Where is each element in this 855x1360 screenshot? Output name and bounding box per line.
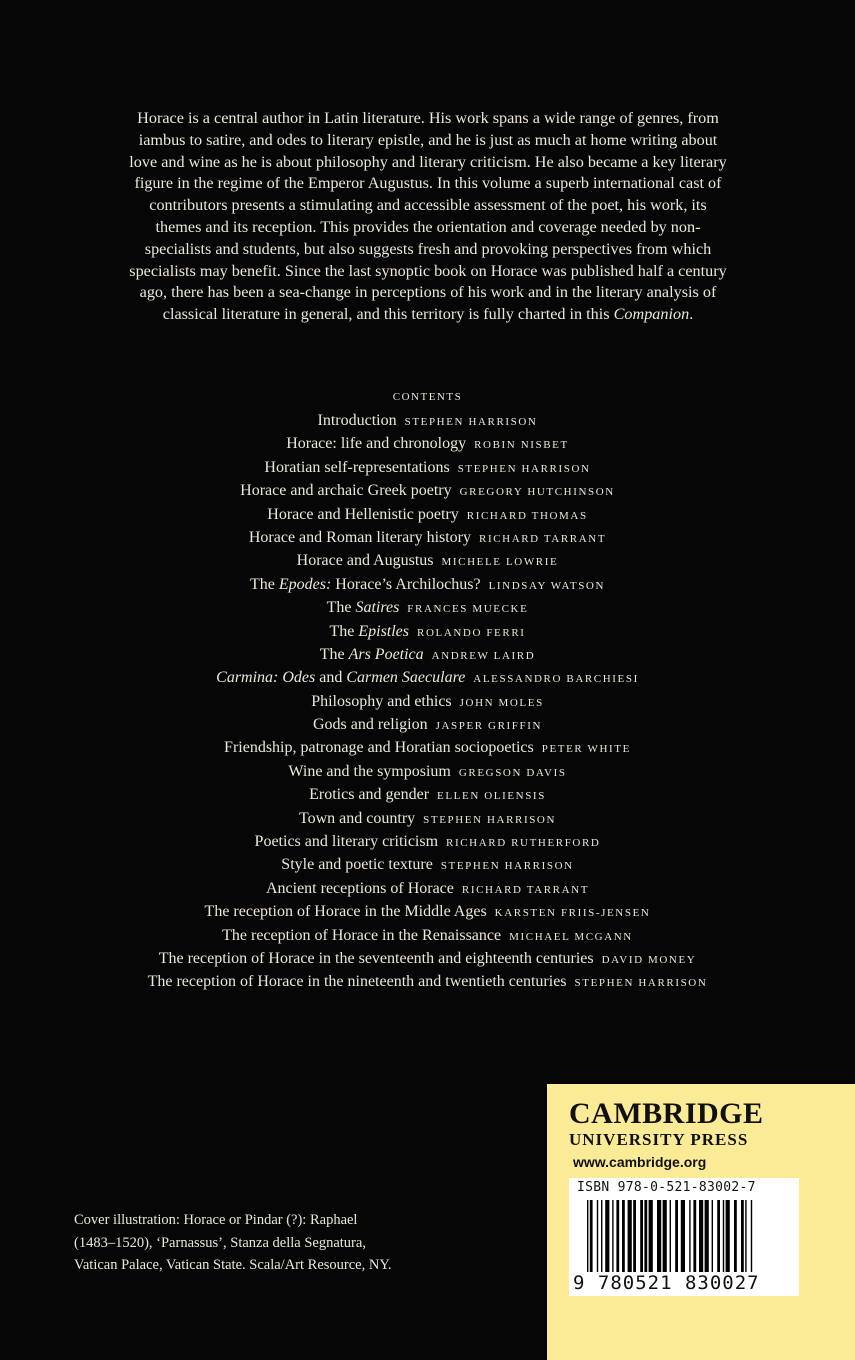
barcode-bar: [605, 1200, 609, 1272]
entry-title: [329, 623, 409, 640]
entry-title: [320, 646, 424, 663]
entry-author: RICHARD TARRANT: [461, 883, 590, 896]
contents-entry: [0, 853, 855, 876]
entry-author: ANDREW LAIRD: [431, 649, 536, 662]
barcode-bar: [622, 1200, 625, 1272]
barcode-bar: [745, 1200, 746, 1272]
publisher-logo: CAMBRIDGE: [569, 1097, 764, 1130]
entry-title: [286, 435, 466, 452]
barcode-bars: [569, 1196, 799, 1274]
entry-author: ROLANDO FERRI: [417, 626, 526, 639]
contents-entry: [0, 479, 855, 502]
entry-title-part: Town and country: [298, 809, 416, 827]
contents-entry: [0, 807, 855, 830]
entry-title-part: Gods and religion: [312, 716, 428, 734]
entry-title-part: Wine and the symposium: [288, 762, 451, 780]
isbn-label: ISBN 978-0-521-83002-7: [577, 1180, 756, 1195]
cover-credit: [74, 1209, 474, 1277]
back-cover-blurb: [128, 108, 728, 326]
entry-title-part: Horatian self-representations: [264, 458, 450, 476]
contents-entry: [0, 736, 855, 759]
entry-title-part: Poetics and literary criticism: [254, 833, 439, 851]
entry-title-part: Style and poetic texture: [281, 856, 433, 874]
entry-title-part: Epodes:: [278, 575, 332, 593]
entry-title-part: and: [315, 669, 347, 687]
contents-heading: CONTENTS: [392, 391, 463, 403]
contents-entry: [0, 830, 855, 853]
barcode-bar: [657, 1200, 661, 1272]
entry-author: MICHELE LOWRIE: [441, 556, 559, 569]
entry-author: LINDSAY WATSON: [488, 579, 605, 592]
entry-author: GREGORY HUTCHINSON: [459, 486, 615, 499]
cover-credit-line: Cover illustration: Horace or Pindar (?): Raphael: [74, 1212, 358, 1228]
contents-entry: [0, 596, 855, 619]
entry-author: ELLEN OLIENSIS: [437, 790, 546, 803]
blurb-italic-word: Companion: [613, 305, 690, 324]
contents-entry: [0, 526, 855, 549]
cover-credit-line: (1483–1520), ‘Parnassus’, Stanza della Segnatura,: [74, 1234, 366, 1251]
entry-title-part: Ars Poetica: [348, 645, 424, 663]
contents-entry: [0, 690, 855, 713]
barcode-bar: [612, 1200, 613, 1272]
entry-title-part: Horace and Hellenistic poetry: [267, 505, 459, 523]
entry-title-part: The: [326, 599, 356, 617]
barcode-bar: [649, 1200, 653, 1272]
entry-title-part: The reception of Horace in the Renaissance: [222, 926, 502, 944]
entry-author: FRANCES MUECKE: [407, 603, 529, 616]
publisher-url: www.cambridge.org: [573, 1154, 707, 1170]
entry-author: KARSTEN FRIIS-JENSEN: [494, 907, 651, 920]
barcode-bar: [705, 1200, 709, 1272]
barcode-bar: [723, 1200, 724, 1272]
entry-title: [216, 669, 465, 686]
barcode-bar: [693, 1200, 696, 1272]
entry-title: [255, 833, 439, 850]
barcode-bar: [616, 1200, 619, 1272]
entry-title-part: Horace and Roman literary history: [248, 528, 472, 546]
entry-title: [267, 506, 458, 523]
entry-author: STEPHEN HARRISON: [423, 813, 557, 826]
entry-author: DAVID MONEY: [601, 953, 697, 966]
contents-entry: [0, 573, 855, 596]
blurb-end: .: [689, 305, 694, 324]
contents-entries: [0, 409, 855, 994]
barcode-bar: [644, 1200, 647, 1272]
barcode-bar: [640, 1200, 643, 1272]
contents-entry: [0, 620, 855, 643]
entry-title: [266, 880, 454, 897]
entry-title: [249, 529, 471, 546]
entry-title-part: Satires: [355, 599, 400, 617]
barcode-bar: [670, 1200, 671, 1272]
blurb-text: Horace is a central author in Latin literature. His work spans a wide range of genres, from iambus to satire, and odes to literary epistle, and he is just as much at home writing about love and wine as he is about philosophy and literary criticism. He also became a key literary figure in the regime of the Emperor Augustus. In this volume a superb international cast of contributors presents a stimulating and accessible assessment of the poet, his work, its themes and its reception. This provides the orientation and coverage needed by non-specialists and students, but also suggests fresh and provoking perspectives from which specialists may benefit. Since the last synoptic book on Horace was published half a century ago, there has been a sea-change in perceptions of his work and in the literary analysis of classical literature in general, and this territory is fully charted in this: [129, 109, 727, 324]
entry-title: [318, 412, 397, 429]
entry-title-part: Carmina: Odes: [216, 669, 316, 687]
contents-entry: [0, 760, 855, 783]
contents-entry: [0, 456, 855, 479]
entry-title-part: The: [319, 645, 349, 663]
entry-author: JASPER GRIFFIN: [435, 720, 543, 733]
barcode-bar: [726, 1200, 730, 1272]
entry-title-part: Introduction: [317, 412, 397, 429]
contents-entry: [0, 900, 855, 923]
barcode-bar: [689, 1200, 690, 1272]
publisher-panel: [547, 1084, 855, 1360]
contents-entry: [0, 947, 855, 970]
contents-entry: [0, 503, 855, 526]
entry-author: MICHAEL MCGANN: [509, 930, 633, 943]
contents-list: [0, 388, 855, 994]
publisher-subtitle: UNIVERSITY PRESS: [569, 1130, 749, 1149]
entry-author: STEPHEN HARRISON: [440, 860, 574, 873]
entry-author: RICHARD RUTHERFORD: [446, 837, 601, 850]
entry-title-part: Carmen Saeculare: [346, 669, 466, 687]
entry-title: [327, 599, 400, 616]
barcode-area: [569, 1178, 799, 1296]
entry-title-part: Philosophy and ethics: [311, 692, 452, 710]
barcode-bar: [587, 1200, 588, 1272]
entry-author: JOHN MOLES: [459, 696, 544, 709]
entry-author: RICHARD THOMAS: [466, 509, 588, 522]
entry-title-part: Epistles: [358, 622, 410, 640]
entry-title: [313, 716, 428, 733]
entry-author: GREGSON DAVIS: [458, 766, 567, 779]
contents-entry: [0, 713, 855, 736]
entry-author: ALESSANDRO BARCHIESI: [473, 673, 639, 686]
barcode-number: 9 780521 830027: [573, 1272, 760, 1294]
barcode-bar: [717, 1200, 720, 1272]
entry-title: [222, 927, 501, 944]
barcode-bar: [601, 1200, 602, 1272]
entry-title: [299, 810, 415, 827]
entry-title-part: Horace and archaic Greek poetry: [240, 482, 452, 500]
entry-author: PETER WHITE: [541, 743, 631, 756]
cover-credit-line: Vatican Palace, Vatican State. Scala/Art Resource, NY.: [74, 1257, 392, 1273]
entry-title: [159, 950, 594, 967]
entry-title-part: Friendship, patronage and Horatian sociopoetics: [224, 739, 534, 757]
contents-entry: [0, 970, 855, 993]
barcode-bar: [597, 1200, 598, 1272]
entry-title: [281, 856, 433, 873]
entry-author: ROBIN NISBET: [474, 439, 569, 452]
entry-title: [148, 973, 567, 990]
contents-entry: [0, 924, 855, 947]
entry-title-part: Horace and Augustus: [296, 552, 434, 570]
entry-title: [240, 482, 451, 499]
entry-title: [224, 739, 534, 756]
barcode-bar: [712, 1200, 713, 1272]
barcode-bar: [633, 1200, 636, 1272]
entry-title-part: The: [329, 622, 359, 640]
entry-title-part: Erotics and gender: [309, 786, 430, 804]
entry-author: RICHARD TARRANT: [479, 532, 607, 545]
entry-title-part: The reception of Horace in the Middle Ages: [204, 903, 487, 921]
entry-title-part: Ancient receptions of Horace: [265, 879, 454, 897]
barcode-bar: [628, 1200, 632, 1272]
contents-entry: [0, 549, 855, 572]
entry-author: STEPHEN HARRISON: [457, 462, 591, 475]
barcode-bar: [699, 1200, 703, 1272]
barcode-bar: [734, 1200, 737, 1272]
barcode-bar: [663, 1200, 667, 1272]
barcode-bar: [751, 1200, 752, 1272]
entry-title-part: Horace: life and chronology: [286, 435, 467, 453]
barcode-bar: [741, 1200, 744, 1272]
contents-entry: [0, 877, 855, 900]
contents-entry: [0, 432, 855, 455]
entry-title-part: Horace’s Archilochus?: [331, 575, 481, 593]
entry-title-part: The reception of Horace in the seventeenth and eighteenth centuries: [158, 949, 594, 967]
entry-title-part: The: [249, 575, 279, 593]
contents-entry: [0, 666, 855, 689]
entry-title: [205, 903, 487, 920]
contents-entry: [0, 783, 855, 806]
barcode-bar: [675, 1200, 678, 1272]
entry-author: STEPHEN HARRISON: [404, 416, 538, 428]
entry-title-part: The reception of Horace in the nineteenth and twentieth centuries: [147, 973, 567, 991]
contents-entry: [0, 409, 855, 432]
barcode-bar: [590, 1200, 593, 1272]
entry-author: STEPHEN HARRISON: [574, 977, 708, 990]
contents-entry: [0, 643, 855, 666]
entry-title: [297, 552, 434, 569]
entry-title: [288, 763, 450, 780]
barcode-bar: [681, 1200, 685, 1272]
entry-title: [311, 693, 451, 710]
entry-title: [250, 576, 481, 593]
entry-title: [309, 786, 429, 803]
entry-title: [264, 459, 449, 476]
